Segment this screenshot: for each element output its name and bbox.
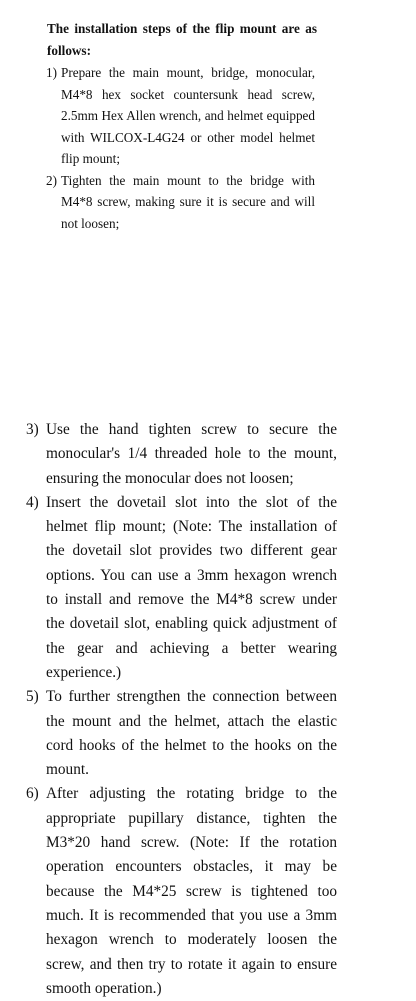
step-text: Tighten the main mount to the bridge with M4*8 screw, making sure it is secure and will not loosen; — [61, 172, 315, 231]
step-text: After adjusting the rotating bridge to the appropriate pupillary distance, tighten the M3*20 hand screw. (Note: If the rotation operation encounters obstacles, it may be because the M4*25 screw is tightened too much. It is recommended that you use a 3mm hexagon wrench to moderately loosen the screw, and then try to rotate it again to ensure smooth operation.) — [46, 785, 337, 997]
step-item — [0, 170, 315, 235]
bottom-instructions-panel — [0, 418, 416, 1001]
step-number: 3) — [26, 421, 39, 438]
step-number: 5) — [26, 688, 39, 706]
step-text: Insert the dovetail slot into the slot of the helmet flip mount; (Note: The installation of the dovetail slot provides two different gear options. You can use a 3mm hexagon wrench to install and remove the M4*8 screw under the dovetail slot, enabling quick adjustment of the gear and achieving a better wearing experience.) — [46, 493, 337, 681]
steps-list-top — [0, 62, 416, 234]
step-number: 2) — [46, 172, 57, 188]
step-text: To further strengthen the connection between the mount and the helmet, attach the elastic cord hooks of the helmet to the hooks on the mount. — [46, 688, 337, 779]
step-item — [0, 62, 315, 170]
step-number: 1) — [46, 65, 57, 80]
step-item — [0, 491, 337, 685]
steps-list-bottom — [0, 418, 416, 1001]
step-number: 6) — [26, 785, 39, 803]
instructions-title: The installation steps of the flip mount are as follows: — [47, 21, 317, 58]
step-text: Prepare the main mount, bridge, monocular, M4*8 hex socket countersunk head screw, 2.5mm Hex Allen wrench, and helmet equipped with WILCOX-L4G24 or other model helmet flip mount; — [61, 65, 315, 166]
step-number: 4) — [26, 493, 39, 511]
step-item — [0, 782, 337, 1001]
step-item — [0, 418, 337, 491]
top-instructions-panel — [0, 18, 416, 234]
step-item — [0, 685, 337, 782]
step-text: Use the hand tighten screw to secure the monocular's 1/4 threaded hole to the mount, ensuring the monocular does not loosen; — [46, 421, 337, 487]
